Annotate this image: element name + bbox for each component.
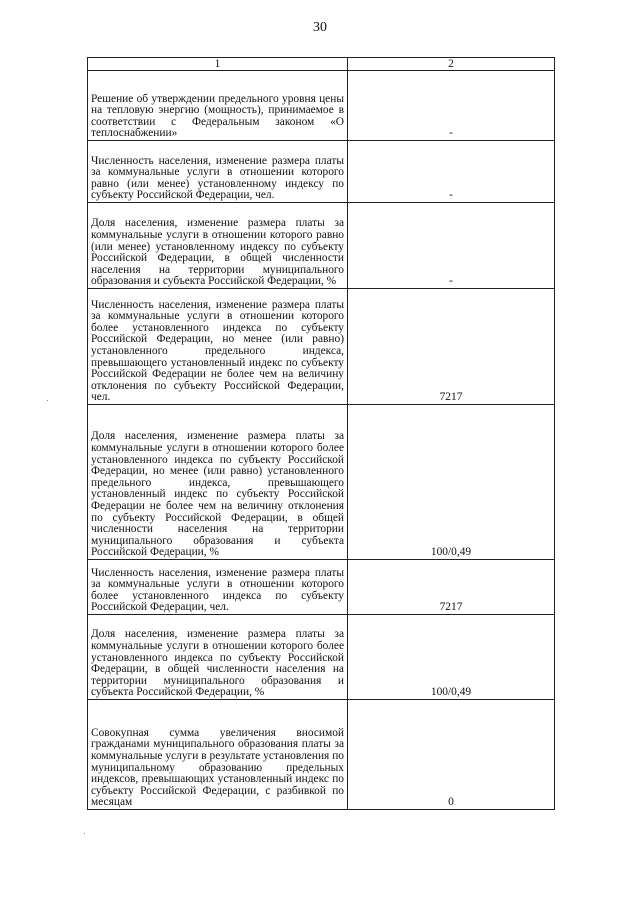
table-header-row — [88, 58, 555, 71]
table-row — [88, 615, 555, 700]
row-value: 7217 — [348, 560, 555, 615]
table-row — [88, 405, 555, 560]
table-row — [88, 289, 555, 405]
row-description: Доля населения, изменение размера платы за коммунальные услуги в отношении которого более установленного индекса по субъекту Российской Федерации, но менее (или равно) установленного предельного индекса, превышающего установленный индекс по субъекту Российской Федерации не более чем на величину отклонения по субъекту Российской Федерации, в общей численности населения на территории муниципального образования и субъекта Российской Федерации, % — [88, 405, 348, 560]
row-value: 0 — [348, 700, 555, 810]
row-value: 7217 — [348, 289, 555, 405]
row-value: - — [348, 203, 555, 289]
row-value: 100/0,49 — [348, 405, 555, 560]
row-description: Совокупная сумма увеличения вносимой гражданами муниципального образования платы за коммунальные услуги в результате установления по муниципальному образованию предельных индексов, превышающих установленный индекс по субъекту Российской Федерации, с разбивкой по месяцам — [88, 700, 348, 810]
row-description: Доля населения, изменение размера платы за коммунальные услуги в отношении которого равно (или менее) установленному индексу по субъекту Российской Федерации, в общей численности населения на территории муниципального образования и субъекта Российской Федерации, % — [88, 203, 348, 289]
row-description: Численность населения, изменение размера платы за коммунальные услуги в отношении которого более установленного индекса по субъекту Российской Федерации, чел. — [88, 560, 348, 615]
scan-speck — [47, 400, 48, 401]
column-header-2: 2 — [348, 58, 555, 71]
page-number: 30 — [313, 20, 327, 35]
table-row — [88, 141, 555, 203]
row-description: Численность населения, изменение размера платы за коммунальные услуги в отношении которого более установленного индекса по субъекту Российской Федерации, но менее (или равно) установленного предельного индекса, превышающего установленный индекс по субъекту Российской Федерации не более чем на величину отклонения по субъекту Российской Федерации, чел. — [88, 289, 348, 405]
table-row — [88, 560, 555, 615]
row-description: Доля населения, изменение размера платы за коммунальные услуги в отношении которого более установленного индекса по субъекту Российской Федерации, в общей численности населения на территории муниципального образования и субъекта Российской Федерации, % — [88, 615, 348, 700]
row-value: 100/0,49 — [348, 615, 555, 700]
row-value: - — [348, 71, 555, 141]
row-description: Численность населения, изменение размера платы за коммунальные услуги в отношении которого равно (или менее) установленному индексу по субъекту Российской Федерации, чел. — [88, 141, 348, 203]
table-row — [88, 700, 555, 810]
scan-speck — [84, 833, 85, 834]
table-row — [88, 203, 555, 289]
row-description: Решение об утверждении предельного уровня цены на тепловую энергию (мощность), принимаемое в соответствии с Федеральным законом «О теплоснабжении» — [88, 71, 348, 141]
row-value: - — [348, 141, 555, 203]
column-header-1: 1 — [88, 58, 348, 71]
indicator-table — [87, 57, 555, 810]
table-row — [88, 71, 555, 141]
